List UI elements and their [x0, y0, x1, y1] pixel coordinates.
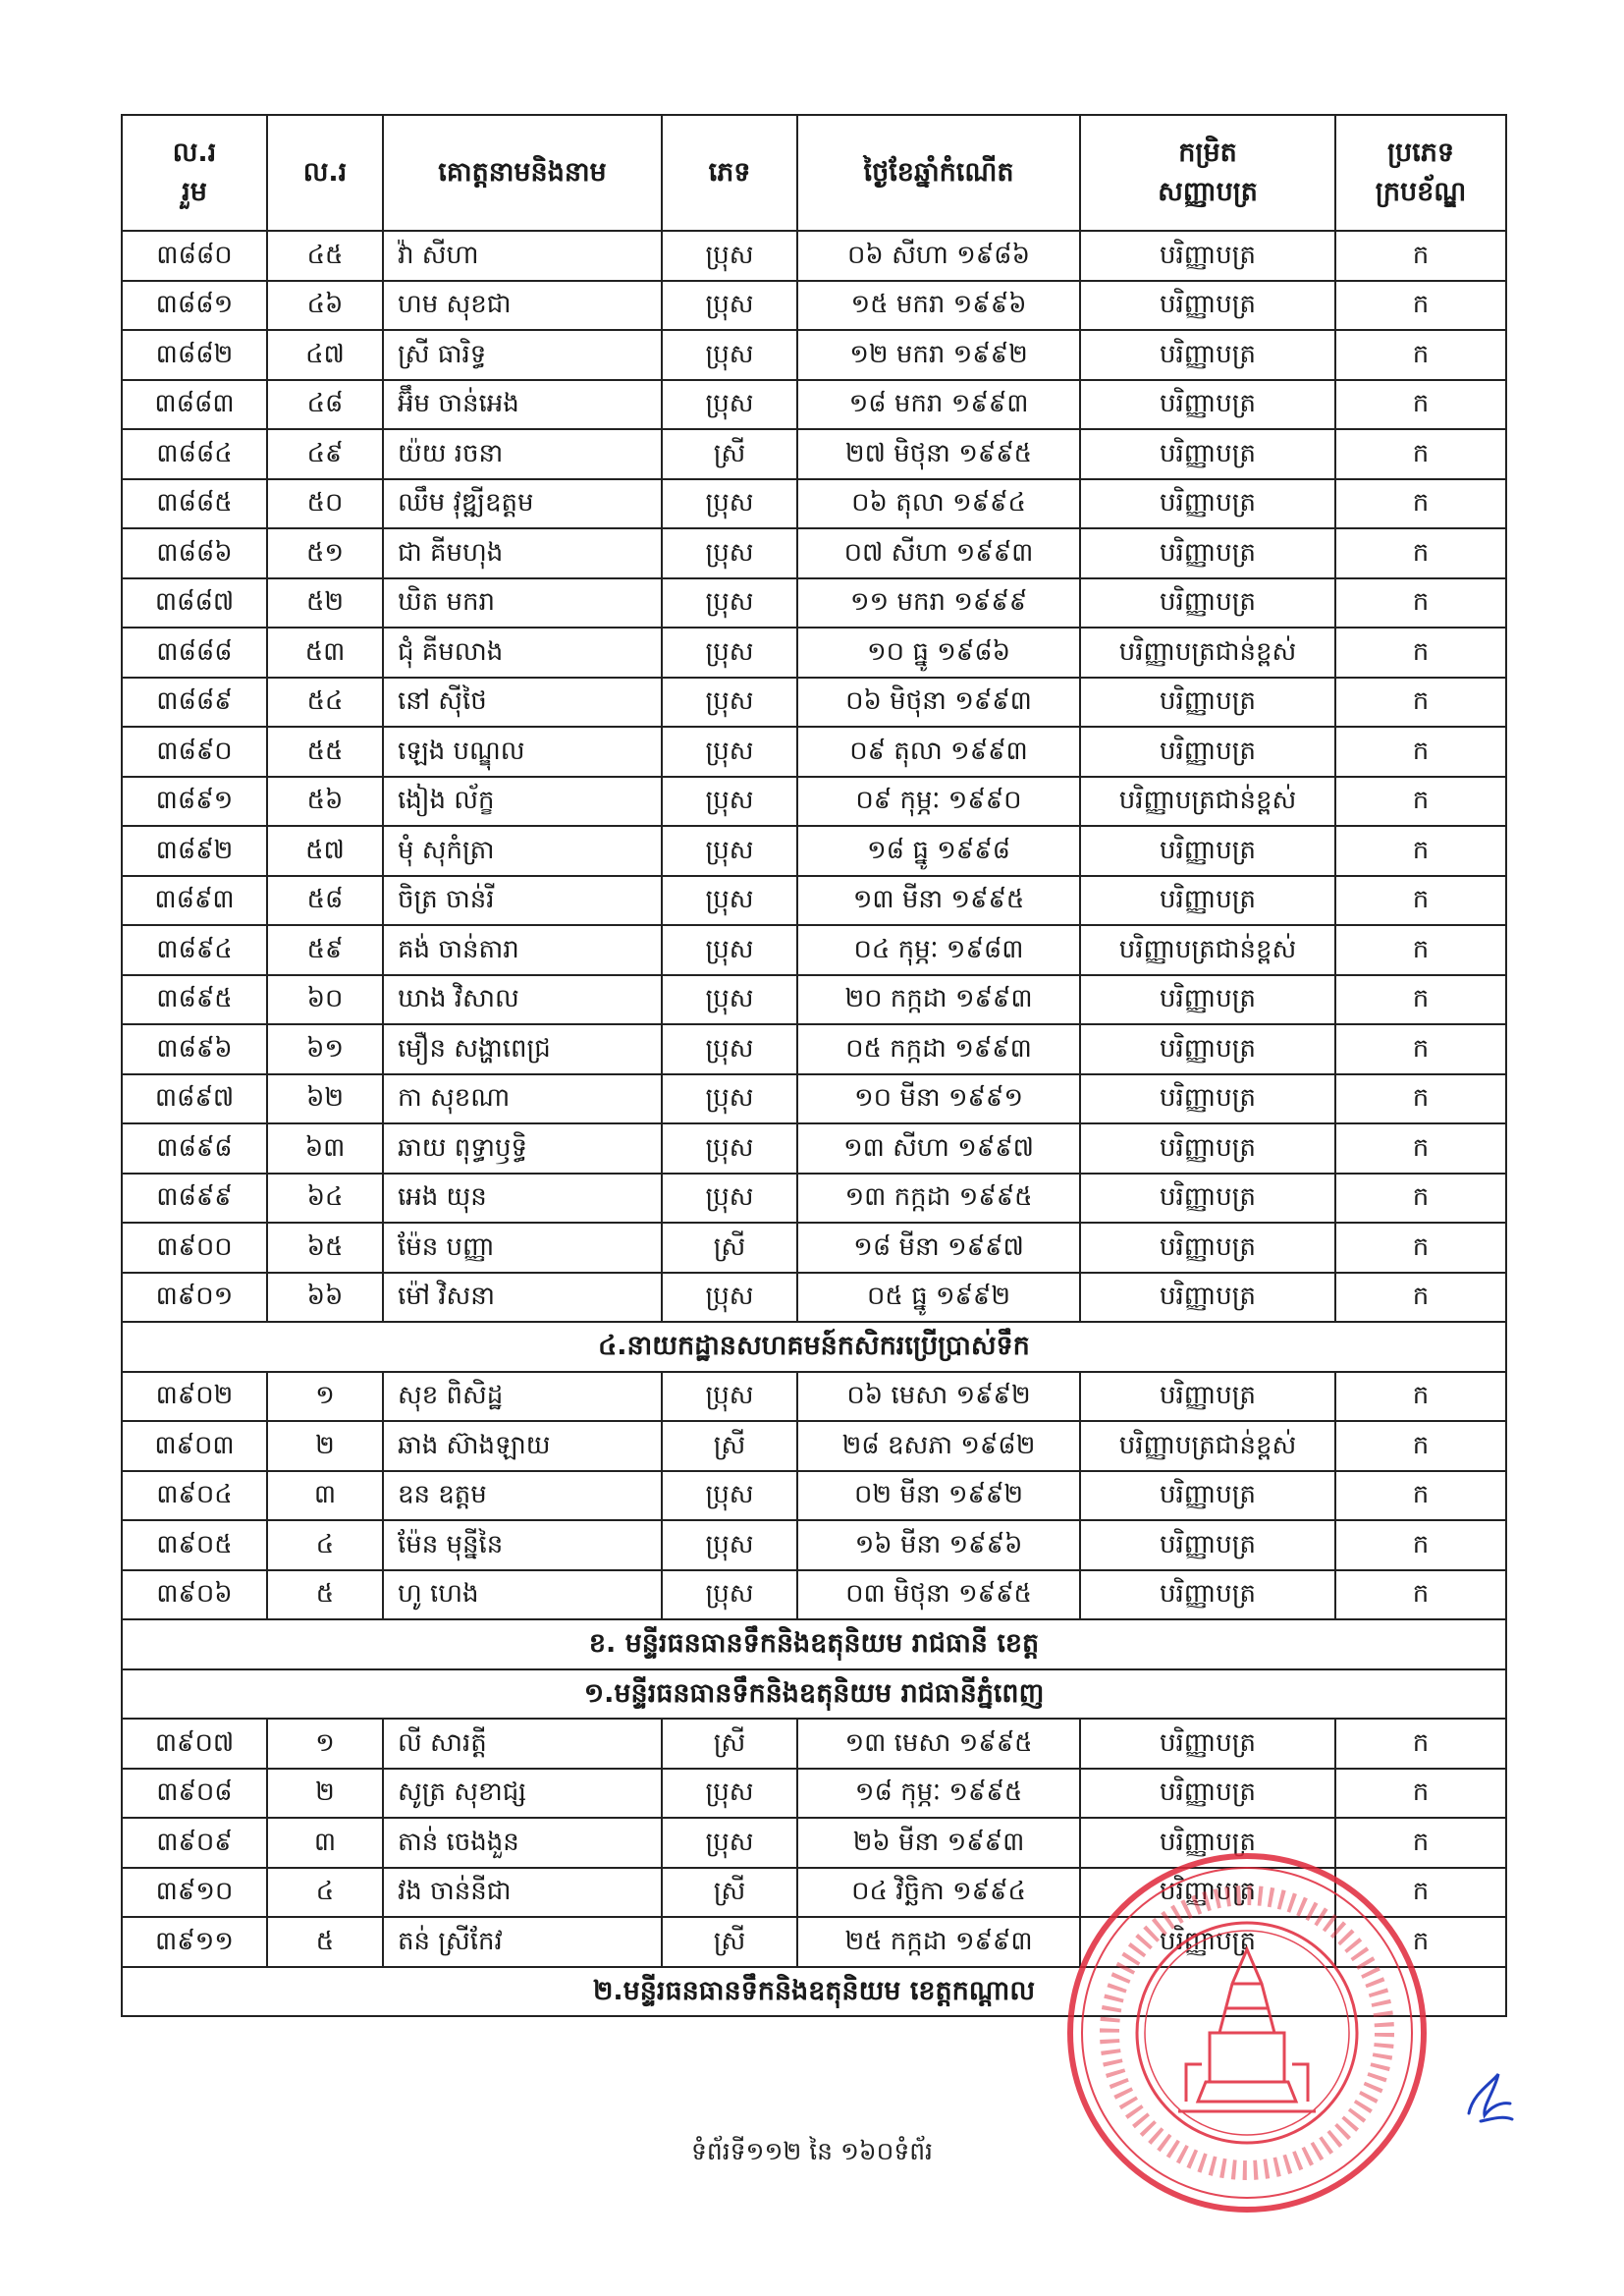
cell-no: ៥	[267, 1917, 383, 1967]
cell-total-no: ៣៨៨៨	[122, 628, 267, 678]
cell-category: ក	[1335, 1769, 1506, 1819]
cell-birth-date: ០៩ កុម្ភៈ ១៩៩០	[797, 777, 1080, 827]
cell-birth-date: ១៨ ធ្នូ ១៩៩៨	[797, 826, 1080, 876]
cell-total-no: ៣៨៨៩	[122, 678, 267, 728]
cell-category: ក	[1335, 826, 1506, 876]
cell-degree: បរិញ្ញាបត្រ	[1080, 578, 1335, 629]
cell-no: ៥៧	[267, 826, 383, 876]
table-body	[122, 231, 1506, 2016]
table-row	[122, 826, 1506, 876]
cell-degree: បរិញ្ញាបត្រជាន់ខ្ពស់	[1080, 925, 1335, 975]
cell-sex: ប្រុស	[662, 1074, 797, 1124]
cell-sex: ស្រី	[662, 1223, 797, 1273]
table-row	[122, 429, 1506, 479]
table-row	[122, 281, 1506, 331]
cell-total-no: ៣៨៨៥	[122, 479, 267, 529]
cell-category: ក	[1335, 876, 1506, 926]
cell-no: ៦០	[267, 975, 383, 1025]
table-row	[122, 1719, 1506, 1769]
cell-sex: ប្រុស	[662, 1123, 797, 1174]
header-birth-date: ថ្ងៃខែឆ្នាំកំណើត	[797, 115, 1080, 231]
cell-full-name: ម៉ៅ វិសនា	[383, 1273, 662, 1323]
cell-birth-date: ១០ មីនា ១៩៩១	[797, 1074, 1080, 1124]
header-full-name: គោត្តនាមនិងនាម	[383, 115, 662, 231]
cell-total-no: ៣៨៨១	[122, 281, 267, 331]
table-row	[122, 876, 1506, 926]
cell-category: ក	[1335, 578, 1506, 629]
cell-birth-date: ១១ មករា ១៩៩៩	[797, 578, 1080, 629]
cell-degree: បរិញ្ញាបត្រ	[1080, 1769, 1335, 1819]
cell-birth-date: ០២ មីនា ១៩៩២	[797, 1471, 1080, 1521]
table-row	[122, 925, 1506, 975]
cell-sex: ស្រី	[662, 1868, 797, 1918]
section-row	[122, 1967, 1506, 2017]
cell-no: ២	[267, 1421, 383, 1471]
cell-no: ៦២	[267, 1074, 383, 1124]
cell-no: ៤៥	[267, 231, 383, 281]
cell-sex: ប្រុស	[662, 281, 797, 331]
section-row	[122, 1619, 1506, 1669]
cell-birth-date: ១៦ មីនា ១៩៩៦	[797, 1520, 1080, 1570]
cell-category: ក	[1335, 678, 1506, 728]
cell-total-no: ៣៩០៣	[122, 1421, 267, 1471]
cell-birth-date: ០៤ កុម្ភៈ ១៩៨៣	[797, 925, 1080, 975]
cell-no: ៥១	[267, 528, 383, 578]
cell-full-name: ស្រី ធារិទ្ធ	[383, 330, 662, 380]
cell-category: ក	[1335, 1818, 1506, 1868]
table-row	[122, 727, 1506, 777]
cell-degree: បរិញ្ញាបត្រ	[1080, 1570, 1335, 1620]
cell-degree: បរិញ្ញាបត្រ	[1080, 1719, 1335, 1769]
table-row	[122, 1818, 1506, 1868]
cell-no: ៣	[267, 1818, 383, 1868]
cell-category: ក	[1335, 925, 1506, 975]
cell-category: ក	[1335, 479, 1506, 529]
cell-sex: ប្រុស	[662, 1769, 797, 1819]
cell-category: ក	[1335, 1719, 1506, 1769]
header-degree: កម្រិត សញ្ញាបត្រ	[1080, 115, 1335, 231]
cell-sex: ស្រី	[662, 1917, 797, 1967]
cell-degree: បរិញ្ញាបត្រ	[1080, 1917, 1335, 1967]
cell-total-no: ៣៨៨២	[122, 330, 267, 380]
cell-degree: បរិញ្ញាបត្រ	[1080, 1868, 1335, 1918]
cell-sex: ប្រុស	[662, 1024, 797, 1074]
cell-total-no: ៣៨៨៧	[122, 578, 267, 629]
cell-full-name: សុខ ពិសិដ្ឋ	[383, 1372, 662, 1422]
cell-sex: ប្រុស	[662, 727, 797, 777]
cell-birth-date: ០៥ កក្កដា ១៩៩៣	[797, 1024, 1080, 1074]
cell-total-no: ៣៨៨៤	[122, 429, 267, 479]
cell-no: ៦៣	[267, 1123, 383, 1174]
header-category: ប្រភេទ ក្របខ័ណ្ឌ	[1335, 115, 1506, 231]
cell-category: ក	[1335, 1223, 1506, 1273]
table-row	[122, 975, 1506, 1025]
cell-sex: ប្រុស	[662, 925, 797, 975]
cell-no: ៥	[267, 1570, 383, 1620]
table-row	[122, 479, 1506, 529]
table-row	[122, 528, 1506, 578]
section-title: ២.មន្ទីរធនធានទឹកនិងឧតុនិយម ខេត្តកណ្ដាល	[122, 1967, 1506, 2017]
table-header-row	[122, 115, 1506, 231]
cell-no: ៥០	[267, 479, 383, 529]
cell-degree: បរិញ្ញាបត្រ	[1080, 1372, 1335, 1422]
cell-birth-date: ០៣ មិថុនា ១៩៩៥	[797, 1570, 1080, 1620]
table-row	[122, 1421, 1506, 1471]
table-row	[122, 330, 1506, 380]
section-row	[122, 1322, 1506, 1372]
cell-category: ក	[1335, 1372, 1506, 1422]
personnel-table	[121, 114, 1507, 2017]
cell-total-no: ៣៨៩៩	[122, 1174, 267, 1224]
cell-no: ៤	[267, 1520, 383, 1570]
table-row	[122, 380, 1506, 430]
cell-birth-date: ២៧ មិថុនា ១៩៩៥	[797, 429, 1080, 479]
cell-birth-date: ២៦ មីនា ១៩៩៣	[797, 1818, 1080, 1868]
table-row	[122, 628, 1506, 678]
table-row	[122, 1123, 1506, 1174]
cell-category: ក	[1335, 380, 1506, 430]
cell-no: ៥៣	[267, 628, 383, 678]
table-row	[122, 1570, 1506, 1620]
cell-category: ក	[1335, 1570, 1506, 1620]
cell-total-no: ៣៩១០	[122, 1868, 267, 1918]
cell-full-name: ហូ ហេង	[383, 1570, 662, 1620]
cell-sex: ប្រុស	[662, 330, 797, 380]
cell-sex: ប្រុស	[662, 1471, 797, 1521]
cell-degree: បរិញ្ញាបត្រ	[1080, 1074, 1335, 1124]
cell-full-name: កា សុខណា	[383, 1074, 662, 1124]
cell-no: ៥៦	[267, 777, 383, 827]
cell-no: ៥២	[267, 578, 383, 629]
cell-total-no: ៣៩០៧	[122, 1719, 267, 1769]
cell-total-no: ៣៨៩៧	[122, 1074, 267, 1124]
cell-degree: បរិញ្ញាបត្រ	[1080, 1024, 1335, 1074]
cell-full-name: ហម សុខជា	[383, 281, 662, 331]
cell-no: ៤៨	[267, 380, 383, 430]
section-title: ខ. មន្ទីរធនធានទឹកនិងឧតុនិយម រាជធានី ខេត្ត	[122, 1619, 1506, 1669]
cell-full-name: ឧន ឧត្តម	[383, 1471, 662, 1521]
cell-no: ៤៦	[267, 281, 383, 331]
cell-category: ក	[1335, 1471, 1506, 1521]
cell-degree: បរិញ្ញាបត្រ	[1080, 1520, 1335, 1570]
cell-full-name: ងៀង ល័ក្ខ	[383, 777, 662, 827]
cell-total-no: ៣៨៨៦	[122, 528, 267, 578]
cell-sex: ប្រុស	[662, 1818, 797, 1868]
cell-full-name: លី សារត្តី	[383, 1719, 662, 1769]
cell-category: ក	[1335, 528, 1506, 578]
cell-full-name: តន់ ស្រីកែវ	[383, 1917, 662, 1967]
cell-category: ក	[1335, 1273, 1506, 1323]
cell-full-name: យ៉យ រចនា	[383, 429, 662, 479]
cell-total-no: ៣៩០៩	[122, 1818, 267, 1868]
table-row	[122, 1917, 1506, 1967]
cell-category: ក	[1335, 1074, 1506, 1124]
cell-total-no: ៣៨៨៣	[122, 380, 267, 430]
table-row	[122, 777, 1506, 827]
cell-full-name: វង ចាន់នីជា	[383, 1868, 662, 1918]
cell-category: ក	[1335, 330, 1506, 380]
cell-no: ២	[267, 1769, 383, 1819]
cell-full-name: គង់ ចាន់តារា	[383, 925, 662, 975]
page-footer: ទំព័រទី១១២ នៃ ១៦០ទំព័រ	[691, 2137, 933, 2165]
cell-total-no: ៣៨៩៨	[122, 1123, 267, 1174]
cell-birth-date: ០៩ តុលា ១៩៩៣	[797, 727, 1080, 777]
cell-no: ៤៧	[267, 330, 383, 380]
table-row	[122, 1868, 1506, 1918]
cell-total-no: ៣៨៩៥	[122, 975, 267, 1025]
cell-total-no: ៣៨៩៤	[122, 925, 267, 975]
table-row	[122, 1520, 1506, 1570]
signature	[1461, 2064, 1516, 2127]
cell-sex: ប្រុស	[662, 975, 797, 1025]
cell-no: ៣	[267, 1471, 383, 1521]
cell-category: ក	[1335, 1520, 1506, 1570]
cell-full-name: ឆាយ ពុទ្ធាឫទ្ធិ	[383, 1123, 662, 1174]
cell-sex: ប្រុស	[662, 1273, 797, 1323]
cell-category: ក	[1335, 1024, 1506, 1074]
cell-birth-date: ០៤ វិច្ឆិកា ១៩៩៤	[797, 1868, 1080, 1918]
cell-degree: បរិញ្ញាបត្រ	[1080, 330, 1335, 380]
cell-full-name: វ៉ា សីហា	[383, 231, 662, 281]
cell-degree: បរិញ្ញាបត្រ	[1080, 826, 1335, 876]
cell-category: ក	[1335, 429, 1506, 479]
cell-degree: បរិញ្ញាបត្រជាន់ខ្ពស់	[1080, 628, 1335, 678]
table-row	[122, 1074, 1506, 1124]
cell-sex: ប្រុស	[662, 380, 797, 430]
cell-sex: ប្រុស	[662, 1520, 797, 1570]
cell-category: ក	[1335, 727, 1506, 777]
cell-no: ៤	[267, 1868, 383, 1918]
cell-birth-date: ០៦ មេសា ១៩៩២	[797, 1372, 1080, 1422]
cell-category: ក	[1335, 628, 1506, 678]
cell-birth-date: ១២ មករា ១៩៩២	[797, 330, 1080, 380]
cell-birth-date: ១៣ មីនា ១៩៩៥	[797, 876, 1080, 926]
cell-category: ក	[1335, 1123, 1506, 1174]
cell-full-name: ឆាង ស៊ាងឡាយ	[383, 1421, 662, 1471]
cell-sex: ស្រី	[662, 1719, 797, 1769]
cell-full-name: ម៉ែន មុន្នីនៃ	[383, 1520, 662, 1570]
header-total-no: ល.រ រួម	[122, 115, 267, 231]
cell-full-name: សូត្រ សុខាជ្ស	[383, 1769, 662, 1819]
cell-full-name: ជា គីមហុង	[383, 528, 662, 578]
cell-sex: ប្រុស	[662, 678, 797, 728]
table-row	[122, 1174, 1506, 1224]
cell-birth-date: ០៧ សីហា ១៩៩៣	[797, 528, 1080, 578]
cell-degree: បរិញ្ញាបត្រ	[1080, 975, 1335, 1025]
cell-sex: ប្រុស	[662, 1570, 797, 1620]
cell-no: ៥៥	[267, 727, 383, 777]
cell-degree: បរិញ្ញាបត្រ	[1080, 528, 1335, 578]
cell-degree: បរិញ្ញាបត្រ	[1080, 1123, 1335, 1174]
cell-birth-date: ២០ កក្កដា ១៩៩៣	[797, 975, 1080, 1025]
cell-total-no: ៣៩០០	[122, 1223, 267, 1273]
table-row	[122, 678, 1506, 728]
table-row	[122, 231, 1506, 281]
cell-birth-date: ០៥ ធ្នូ ១៩៩២	[797, 1273, 1080, 1323]
cell-birth-date: ២៨ ឧសភា ១៩៨២	[797, 1421, 1080, 1471]
cell-category: ក	[1335, 1421, 1506, 1471]
cell-sex: ប្រុស	[662, 777, 797, 827]
cell-total-no: ៣៩០៤	[122, 1471, 267, 1521]
cell-degree: បរិញ្ញាបត្រ	[1080, 380, 1335, 430]
header-no: ល.រ	[267, 115, 383, 231]
cell-full-name: តាន់ ចេងងួន	[383, 1818, 662, 1868]
cell-degree: បរិញ្ញាបត្រ	[1080, 1174, 1335, 1224]
cell-sex: ប្រុស	[662, 628, 797, 678]
cell-no: ៥៨	[267, 876, 383, 926]
cell-birth-date: ១៨ មីនា ១៩៩៧	[797, 1223, 1080, 1273]
table-row	[122, 1372, 1506, 1422]
section-title: ៤.នាយកដ្ឋានសហគមន៍កសិករប្រើប្រាស់ទឹក	[122, 1322, 1506, 1372]
cell-no: ១	[267, 1719, 383, 1769]
cell-sex: ប្រុស	[662, 1372, 797, 1422]
cell-birth-date: ១៥ មករា ១៩៩៦	[797, 281, 1080, 331]
cell-degree: បរិញ្ញាបត្រ	[1080, 231, 1335, 281]
cell-no: ១	[267, 1372, 383, 1422]
cell-total-no: ៣៩១១	[122, 1917, 267, 1967]
cell-category: ក	[1335, 281, 1506, 331]
cell-full-name: អេង យុន	[383, 1174, 662, 1224]
cell-total-no: ៣៩០៨	[122, 1769, 267, 1819]
cell-sex: ប្រុស	[662, 578, 797, 629]
cell-full-name: ឡេង បណ្ឌុល	[383, 727, 662, 777]
cell-full-name: នៅ ស៊ីថៃ	[383, 678, 662, 728]
cell-full-name: ឃិត មករា	[383, 578, 662, 629]
section-row	[122, 1669, 1506, 1720]
section-title: ១.មន្ទីរធនធានទឹកនិងឧតុនិយម រាជធានីភ្នំពេញ	[122, 1669, 1506, 1720]
cell-full-name: អ៊ឹម ចាន់អេង	[383, 380, 662, 430]
cell-degree: បរិញ្ញាបត្រ	[1080, 876, 1335, 926]
cell-full-name: មឿន សង្ហាពេជ្រ	[383, 1024, 662, 1074]
cell-full-name: ឃាង វិសាល	[383, 975, 662, 1025]
cell-total-no: ៣៨៩០	[122, 727, 267, 777]
cell-no: ៥៤	[267, 678, 383, 728]
cell-sex: ប្រុស	[662, 479, 797, 529]
cell-degree: បរិញ្ញាបត្រ	[1080, 1223, 1335, 1273]
cell-degree: បរិញ្ញាបត្រ	[1080, 1818, 1335, 1868]
cell-total-no: ៣៨៩១	[122, 777, 267, 827]
table-row	[122, 1024, 1506, 1074]
cell-full-name: ចិត្រ ចាន់រី	[383, 876, 662, 926]
cell-degree: បរិញ្ញាបត្រ	[1080, 281, 1335, 331]
table-row	[122, 1223, 1506, 1273]
cell-category: ក	[1335, 777, 1506, 827]
cell-birth-date: ១៨ កុម្ភៈ ១៩៩៥	[797, 1769, 1080, 1819]
cell-no: ៦៥	[267, 1223, 383, 1273]
cell-birth-date: ០៦ សីហា ១៩៨៦	[797, 231, 1080, 281]
cell-birth-date: ១៣ កក្កដា ១៩៩៥	[797, 1174, 1080, 1224]
cell-degree: បរិញ្ញាបត្រ	[1080, 479, 1335, 529]
header-sex: ភេទ	[662, 115, 797, 231]
cell-sex: ប្រុស	[662, 826, 797, 876]
cell-birth-date: ០៦ តុលា ១៩៩៤	[797, 479, 1080, 529]
cell-degree: បរិញ្ញាបត្រ	[1080, 429, 1335, 479]
cell-no: ៦៦	[267, 1273, 383, 1323]
cell-sex: ប្រុស	[662, 1174, 797, 1224]
cell-full-name: ម៉ែន បញ្ញា	[383, 1223, 662, 1273]
cell-sex: ប្រុស	[662, 528, 797, 578]
cell-category: ក	[1335, 975, 1506, 1025]
table-row	[122, 1769, 1506, 1819]
cell-degree: បរិញ្ញាបត្រ	[1080, 678, 1335, 728]
cell-total-no: ៣៩០១	[122, 1273, 267, 1323]
cell-sex: ប្រុស	[662, 876, 797, 926]
cell-birth-date: ១០ ធ្នូ ១៩៨៦	[797, 628, 1080, 678]
cell-total-no: ៣៩០២	[122, 1372, 267, 1422]
cell-sex: ប្រុស	[662, 231, 797, 281]
cell-birth-date: ១៣ មេសា ១៩៩៥	[797, 1719, 1080, 1769]
cell-birth-date: ១៨ មករា ១៩៩៣	[797, 380, 1080, 430]
cell-total-no: ៣៨៨០	[122, 231, 267, 281]
cell-no: ៥៩	[267, 925, 383, 975]
table-row	[122, 578, 1506, 629]
cell-sex: ស្រី	[662, 1421, 797, 1471]
cell-degree: បរិញ្ញាបត្រ	[1080, 727, 1335, 777]
cell-category: ក	[1335, 1868, 1506, 1918]
cell-category: ក	[1335, 231, 1506, 281]
table-row	[122, 1273, 1506, 1323]
cell-total-no: ៣៨៩៣	[122, 876, 267, 926]
cell-no: ៤៩	[267, 429, 383, 479]
cell-total-no: ៣៩០៥	[122, 1520, 267, 1570]
cell-full-name: ជុំ គីមលាង	[383, 628, 662, 678]
cell-degree: បរិញ្ញាបត្រ	[1080, 1471, 1335, 1521]
cell-no: ៦១	[267, 1024, 383, 1074]
cell-no: ៦៤	[267, 1174, 383, 1224]
table-row	[122, 1471, 1506, 1521]
cell-birth-date: ០៦ មិថុនា ១៩៩៣	[797, 678, 1080, 728]
cell-total-no: ៣៨៩៦	[122, 1024, 267, 1074]
cell-degree: បរិញ្ញាបត្រជាន់ខ្ពស់	[1080, 1421, 1335, 1471]
cell-full-name: មុំ សុកំត្រា	[383, 826, 662, 876]
cell-total-no: ៣៩០៦	[122, 1570, 267, 1620]
cell-full-name: ឈឹម វុឌ្ឍីឧត្តម	[383, 479, 662, 529]
cell-category: ក	[1335, 1174, 1506, 1224]
cell-total-no: ៣៨៩២	[122, 826, 267, 876]
cell-degree: បរិញ្ញាបត្រជាន់ខ្ពស់	[1080, 777, 1335, 827]
cell-birth-date: ១៣ សីហា ១៩៩៧	[797, 1123, 1080, 1174]
cell-degree: បរិញ្ញាបត្រ	[1080, 1273, 1335, 1323]
cell-birth-date: ២៥ កក្កដា ១៩៩៣	[797, 1917, 1080, 1967]
cell-category: ក	[1335, 1917, 1506, 1967]
cell-sex: ស្រី	[662, 429, 797, 479]
